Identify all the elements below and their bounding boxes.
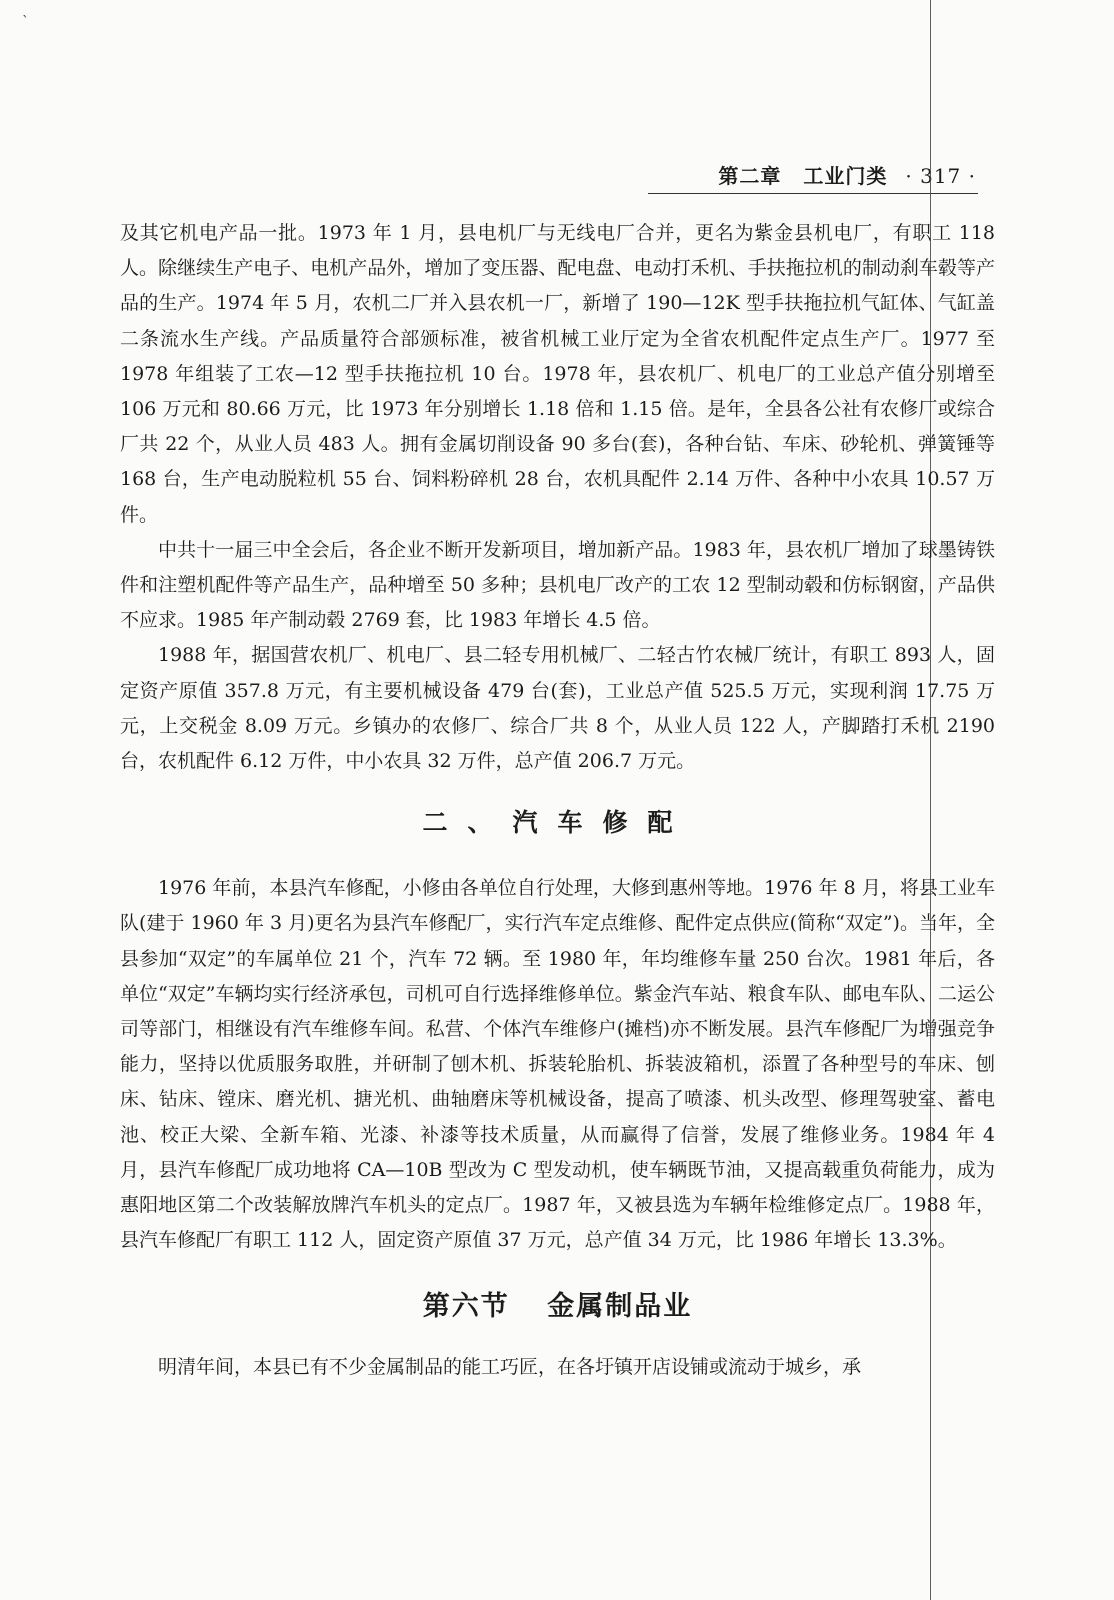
section-heading: 二、汽车修配 xyxy=(422,808,693,838)
paragraph: 中共十一届三中全会后，各企业不断开发新项目，增加新产品。1983 年，县农机厂增加了球墨铸铁件和注塑机配件等产品生产，品种增至 50 多种；县机电厂改产的工农 12 型制动毂和仿标钢窗，产品供不应求。1985 年产制动毂 2769 套，比 1983 年增长 4.5 倍。 xyxy=(120,538,995,632)
running-header xyxy=(718,160,976,189)
header-category: 工业门类 xyxy=(803,164,888,188)
header-chapter: 第二章 xyxy=(718,164,782,188)
subsection-title: 第六节 金属制品业 xyxy=(422,1291,693,1323)
header-rule xyxy=(648,193,978,194)
paragraph-continued: 及其它机电产品一批。1973 年 1 月，县电机厂与无线电厂合并，更名为紫金县机电厂，有职工 118 人。除继续生产电子、电机产品外，增加了变压器、配电盘、电动打禾机、手扶拖拉机的制动刹车毂等产品的生产。1974 年 5 月，农机二厂并入县农机一厂，新增了 190—12K 型手扶拖拉机气缸体、气缸盖二条流水生产线。产品质量符合部颁标准，被省机械工业厅定为全省农机配件定点生产厂。1977 至 1978 年组装了工农—12 型手扶拖拉机 10 台。1978 年，县农机厂、机电厂的工业总产值分别增至 106 万元和 80.66 万元，比 1973 年分别增长 1.18 倍和 1.15 倍。是年，全县各公社有农修厂或综合厂共 22 个，从业人员 483 人。拥有金属切削设备 90 多台(套)，各种台钻、车床、砂轮机、弹簧锤等 168 台，生产电动脱粒机 55 台、饲料粉碎机 28 台，农机具配件 2.14 万件、各种中小农具 10.57 万件。 xyxy=(120,222,995,526)
scan-speck: ` xyxy=(22,14,29,30)
paragraph: 明清年间，本县已有不少金属制品的能工巧匠，在各圩镇开店设铺或流动于城乡，承 xyxy=(158,1356,862,1379)
paragraph: 1988 年，据国营农机厂、机电厂、县二轻专用机械厂、二轻古竹农械厂统计，有职工 893 人，固定资产原值 357.8 万元，有主要机械设备 479 台(套)，工业总产值 525.5 万元，实现利润 17.75 万元，上交税金 8.09 万元。乡镇办的农修厂、综合厂共 8 个，从业人员 122 人，产脚踏打禾机 2190 台，农机配件 6.12 万件，中小农具 32 万件，总产值 206.7 万元。 xyxy=(120,644,995,773)
paragraph: 1976 年前，本县汽车修配，小修由各单位自行处理，大修到惠州等地。1976 年 8 月，将县工业车队(建于 1960 年 3 月)更名为县汽车修配厂，实行汽车定点维修、配件定点供应(简称“双定”)。当年，全县参加“双定”的车属单位 21 个，汽车 72 辆。至 1980 年，年均维修车量 250 台次。1981 年后，各单位“双定”车辆均实行经济承包，司机可自行选择维修单位。紫金汽车站、粮食车队、邮电车队、二运公司等部门，相继设有汽车维修车间。私营、个体汽车维修户(摊档)亦不断发展。县汽车修配厂为增强竞争能力，坚持以优质服务取胜，并研制了刨木机、拆装轮胎机、拆装波箱机，添置了各种型号的车床、刨床、钻床、镗床、磨光机、搪光机、曲轴磨床等机械设备，提高了喷漆、机头改型、修理驾驶室、蓄电池、校正大梁、全新车箱、光漆、补漆等技术质量，从而赢得了信誉，发展了维修业务。1984 年 4 月，县汽车修配厂成功地将 CA—10B 型改为 C 型发动机，使车辆既节油，又提高载重负荷能力，成为惠阳地区第二个改装解放牌汽车机头的定点厂。1987 年，又被县选为车辆年检维修定点厂。1988 年，县汽车修配厂有职工 112 人，固定资产原值 37 万元，总产值 34 万元，比 1986 年增长 13.3%。 xyxy=(120,877,995,1252)
page-number: · 317 · xyxy=(905,164,976,188)
page-body xyxy=(120,216,995,1386)
